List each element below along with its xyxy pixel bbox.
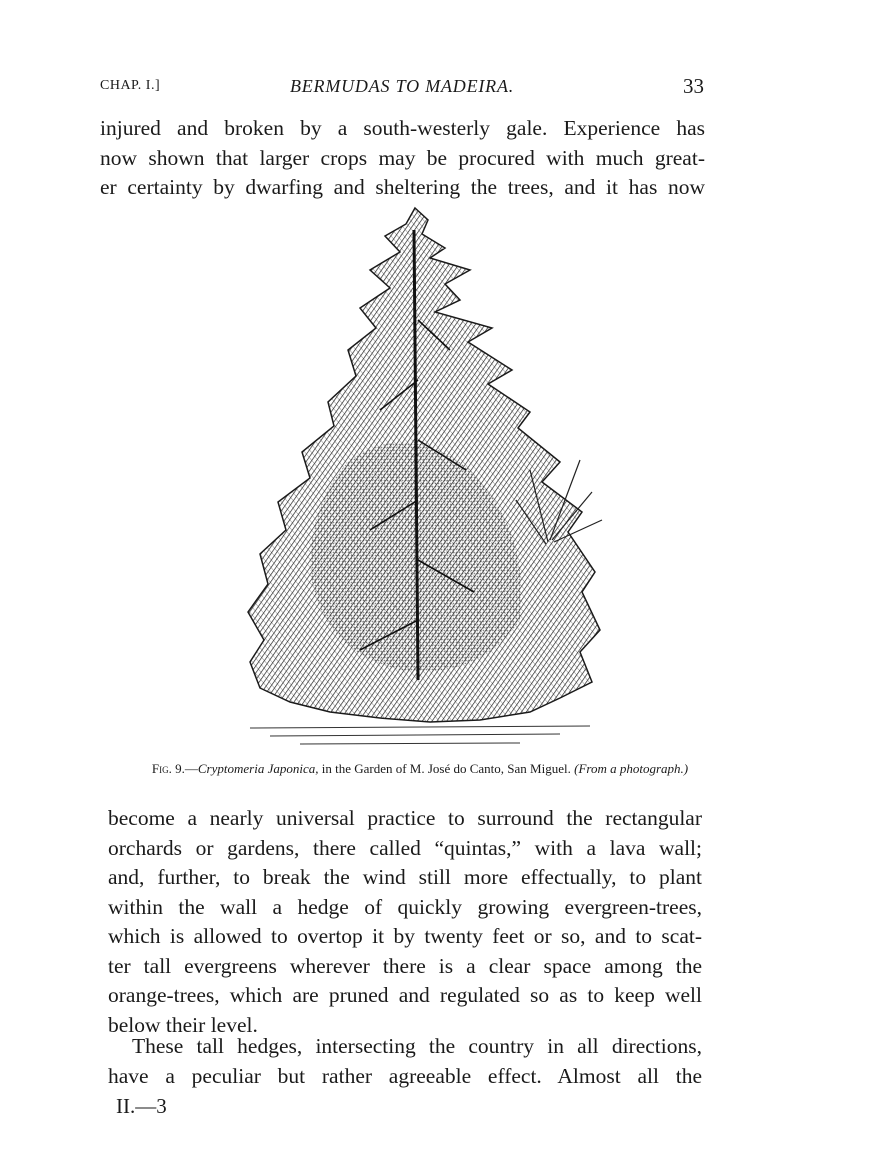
text-line: become a nearly universal practice to surround the rectangular (108, 806, 702, 830)
text-line: below their level. (108, 1012, 258, 1037)
figure-caption (120, 760, 720, 778)
text-line: orchards or gardens, there called “quintas,” with a lava wall; (108, 835, 702, 860)
figure-location: in the Garden of M. José do Canto, San Miguel. (318, 761, 575, 776)
species-name: Cryptomeria Japonica, (197, 761, 319, 776)
ground-hatching (250, 726, 590, 744)
running-title: BERMUDAS TO MADEIRA. (289, 76, 515, 96)
signature-mark: II.—3 (116, 1094, 167, 1118)
chapter-marker: CHAP. I.] (100, 78, 161, 93)
text-line: er certainty by dwarfing and sheltering the trees, and it has now (100, 175, 705, 199)
tree-illustration (230, 200, 610, 755)
bottom-paragraph-2 (108, 1032, 702, 1091)
text-line: ter tall evergreens wherever there is a clear space among the (108, 953, 702, 978)
running-head (100, 74, 704, 98)
text-line: have a peculiar but rather agreeable effect. Almost all the (108, 1063, 702, 1088)
figure-source: (From a photograph.) (574, 761, 689, 776)
text-line: within the wall a hedge of quickly growing evergreen-trees, (108, 894, 702, 919)
text-line: and, further, to break the wind still more effectually, to plant (108, 865, 702, 889)
text-line: injured and broken by a south-westerly gale. Experience has (100, 116, 705, 140)
top-paragraph (100, 114, 705, 203)
text-line: which is allowed to overtop it by twenty feet or so, and to scat- (108, 924, 702, 948)
bottom-paragraph-1 (108, 804, 702, 1040)
text-line: now shown that larger crops may be procured with much great- (100, 145, 705, 170)
text-line: orange-trees, which are pruned and regulated so as to keep well (108, 983, 702, 1007)
text-line: These tall hedges, intersecting the country in all directions, (132, 1034, 702, 1058)
figure-label: Fig. 9.— (151, 761, 198, 776)
page-number: 33 (683, 74, 704, 98)
cryptomeria-tree-engraving (230, 200, 610, 755)
